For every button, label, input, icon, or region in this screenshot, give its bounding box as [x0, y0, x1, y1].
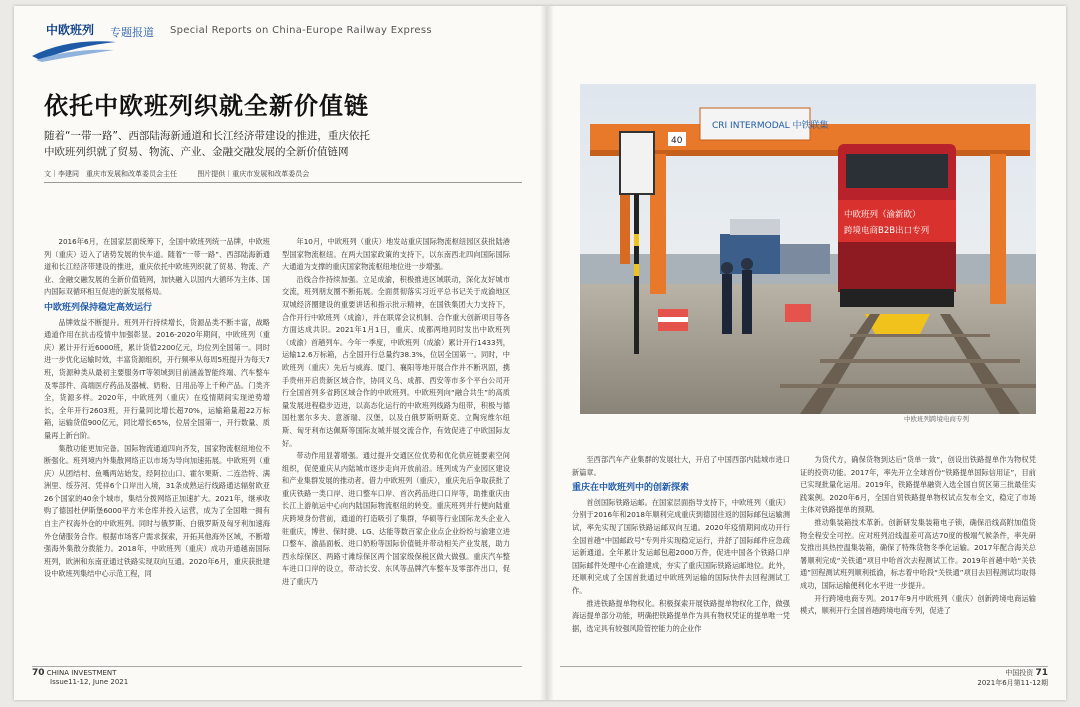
section-heading: 重庆在中欧班列中的创新探索	[572, 483, 690, 494]
magazine-name-right: 中国投资	[1005, 669, 1034, 677]
body-paragraph: 集散功能更加完备。国际物流通道四向齐发，国家物流枢纽地位不断强化。班列境内外集散网络正以市场为导向加速拓展。中欧班列（重庆）从团结村、鱼嘴两站始发，经阿拉山口、霍尔果斯、二连浩特、满洲里、绥芬河、凭祥6个口岸出入境，31条成熟运行线路通达辐射欧亚26个国家的40余个城市，集结分拨网络正加速扩大。2021年，继承收购了德国杜伊斯堡6000平方米仓库并投入运营，成为了全国唯一拥有自主产权海外仓的中欧班列。同时与俄罗斯、白俄罗斯及匈牙利加速海外仓储服务合作。根据市场客户需求探索，开拓其他海外区域，不断增强海外集散分拨能力。2018年，中欧班列（重庆）成功开通越南国际班列，欧洲和东南亚通过铁路实现双向互通。2020年6月，重庆获批建设中欧班列集结中心示范工程，同	[44, 443, 270, 579]
issue-right: 2021年6月第11-12期	[977, 679, 1048, 687]
body-paragraph: 首创国际铁路运邮。在国家层面指导支持下，中欧班列（重庆）分别于2016年和2018年顺利完成重庆到德国往返的国际邮包运输测试，率先实现了国际铁路运邮双向互通。2020年疫情期间成功开行全国首趟“中国邮政号”专列并实现稳定运行，并舒了国际邮件应急疏运新通道。全年累计发运邮包超2000万件，促进中国各个铁路口岸国际邮件处理中心在渝建成，夯实了重庆国际铁路运邮地位。此外，还顺利完成了全国首批通过中欧班列运输的国际快件去回程测试工作。	[572, 497, 790, 595]
body-paragraph: 2016年6月，在国家层面统筹下，全国中欧班列统一品牌，中欧班列（重庆）迈入了诸势发展的快车道。随着“一带一路”、西部陆海新通道和长江经济带建设的推进，重庆依托中欧班列织就了贸易、物流、产业、金融交融发展的全新价值链网，加快融入以国内大循环为主体、国内国际双循环相互促进的新发展格局。	[44, 237, 270, 297]
footer-right	[977, 668, 1048, 688]
body-paragraph: 为货代方，确保货物到达后“货单一致”，创设出铁路提单作为物权凭证的投资功能。2017年，率先开立全球首份“铁路提单国际信用证”，目前已实现批量化运用。2019年，铁路提单融资入选全国自贸区第三批最佳实践案例。2020年6月，全国自贸铁路提单物权试点发布全文，稳定了市场主体对铁路提单的预期。	[800, 455, 1036, 515]
footer-rule-right	[560, 666, 1048, 667]
section-heading: 中欧班列保持稳定高效运行	[44, 302, 153, 313]
railway-photo-illustration	[580, 84, 1036, 414]
byline-author: 文｜李建同 重庆市发展和改革委员会主任	[44, 170, 177, 178]
body-paragraph: 带动作用显著增强。通过提升交通区位优势和优化供应链要素空间组织，促使重庆从内陆城市逐步走向开放前沿。班列成为产业园区建设和产业集群发展的推动者。借力中欧班列（重庆），重庆先后争取获批了重庆铁路一类口岸、进口整车口岸、首次药品进口口岸等，助推重庆由长江上游航运中心向内陆国际物流枢纽的转变。重庆班列并行便向陆重庆跨境身份营前，通道的打造吸引了集群，华硕等行业国际龙头企业入驻重庆，博世、保时捷、LG、达能等数百家企业点企业纷纷与渝建立进口整车、渝晶面板、进口奶粉等国际价值链并带动相关产业发展，助力西永综保区、两路寸滩综保区两个国家级保税区做大做强。重庆汽车整车进口口岸的设立，带动长安、东风等品牌汽车整车及零部件出口，促进了重庆乃	[282, 451, 510, 587]
column-1	[44, 236, 270, 581]
footer-left	[32, 668, 128, 686]
body-paragraph: 至西部汽车产业集群的发展壮大，开启了中国西部内陆城市进口新篇章。	[572, 455, 790, 477]
section-label: 专题报道	[110, 26, 154, 39]
page-number-left: 70	[32, 668, 45, 678]
section-logo-text: 中欧班列	[46, 23, 95, 37]
body-paragraph: 年10月，中欧班列（重庆）地发站重庆国际物流枢纽园区获批陆港型国家物流枢纽。在两大国家政策的支持下，以东南西北四向国际国际大通道为支撑的重庆国家物流枢纽地位进一步增强。	[282, 237, 510, 272]
issue-left: Issue11-12, June 2021	[50, 678, 129, 686]
body-paragraph: 开行跨境电商专列。2017年9月中欧班列（重庆）创新跨境电商运输模式，顺利开行全国首趟跨境电商专列，促进了	[800, 593, 1036, 616]
crane-number: 40	[671, 136, 683, 146]
article-lead: 随着“一带一路”、西部陆海新通道和长江经济带建设的推进，重庆依托中欧班列织就了贸易、物流、产业、金融交融发展的全新价值链网	[44, 130, 370, 158]
magazine-name-left: CHINA INVESTMENT	[46, 669, 117, 677]
column-4	[800, 454, 1036, 618]
section-label-english: Special Reports on China-Europe Railway Express	[170, 25, 432, 36]
train-banner-line-1: 中欧班列（渝新欧）	[844, 210, 921, 220]
column-3	[572, 454, 790, 635]
body-paragraph: 推进铁路提单物权化。积极探索开展铁路提单物权化工作，做强海运提单部分功能，明确把铁路提单作为具有物权凭证的提单唯一凭据，选定具有较强风险管控能力的企业作	[572, 598, 790, 633]
byline	[44, 169, 309, 179]
page-gutter	[540, 6, 554, 700]
article-title: 依托中欧班列织就全新价值链	[44, 91, 369, 120]
body-paragraph: 品牌效益不断提升。班列开行持续增长，货源品类不断丰富，战略通道作用在抗击疫情中加强彰显。2016-2020年期间，中欧班列（重庆）累计开行近6000班，累计货值2200亿元，均位列全国第一。同时进一步优化运输时效，丰富货源组织，开行频率从每周5班提升为每天7班，货源种类从最初主要服务IT等领域到目前涵盖智能终端、汽车整车及零部件、高端医疗药品及器械、奶粉、日用品等上千种产品。门类齐全，货源多样。2020年，中欧班列（重庆）在疫情期间实现逆势增长，全年开行2603班，开行量同比增长超70%，运输箱量超22万标箱，运输货值900亿元，同比增长65%，位居全国第一，开行数量、质量再上新台阶。	[44, 317, 270, 440]
title-divider	[44, 182, 522, 183]
article-photo	[580, 84, 1036, 414]
body-paragraph: 沿线合作持续加强。立足成渝，积极推进区域联动，深化友好城市交流，班列朋友圈不断拓展。全面贯彻落实习近平总书记关于成渝地区双城经济圈建设的重要讲话和指示批示精神，在国铁集团大力支持下，合作开行中欧班列（成渝），并在联席会议机制、合作重大创新项目等各方面达成共识。2021年1月1日，重庆、成都两地同时发出中欧班列（成渝）首趟列车。今年一季度，中欧班列（成渝）累计开行1433列，运输12.6万标箱，占全国开行总量约38.3%，位居全国第一。同时，中欧班列（重庆）先后与威海、厦门、襄阳等地开展合作并不断巩固，携手贵州开启贵新区域合作，协同义乌、成都、西安等市多个平台公司开行全国首列多省跨区域合作的中欧班列。中欧班列向“融合共生”的高质量发展进程稳步迈进，以高态化运行的中欧班列线路为纽带，积极与德国杜塞尔多夫、意浙瑞、汉堡，以及白俄罗斯明斯克、立陶宛维尔纽斯、匈牙利布达佩斯等国际友城并展交流合作，有效促进了中欧国际友好。	[282, 274, 510, 448]
byline-photo-credit: 图片提供｜重庆市发展和改革委员会	[197, 170, 310, 178]
body-paragraph: 推动集装箱技术革新。创新研发集装箱电子锁，确保沿线高附加值货物全程安全可控。应对班列沿线温差可高达70度的极端气候条件，率先研发推出具热控温集装箱，确保了特殊货物冬季化运输。2017年配合海关总署顺利完成“关铁通”项目中哈首次去程测试工作。2019年首趟中哈“关铁通”回程测试班列顺利抵渝，标志着中哈段“关铁通”项目去回程测试均取得成功，国际运输便利化水平进一步提升。	[800, 517, 1036, 590]
column-2	[282, 236, 510, 589]
photo-caption: 中欧班列跨境电商专列	[904, 415, 969, 423]
magazine-spread	[14, 6, 1066, 700]
footer-rule-left	[32, 666, 522, 667]
train-banner-line-2: 跨境电商B2B出口专列	[844, 226, 930, 236]
crane-sign: CRI INTERMODAL 中铁联集	[712, 121, 829, 131]
page-header	[14, 6, 1066, 64]
page-number-right: 71	[1035, 668, 1048, 678]
